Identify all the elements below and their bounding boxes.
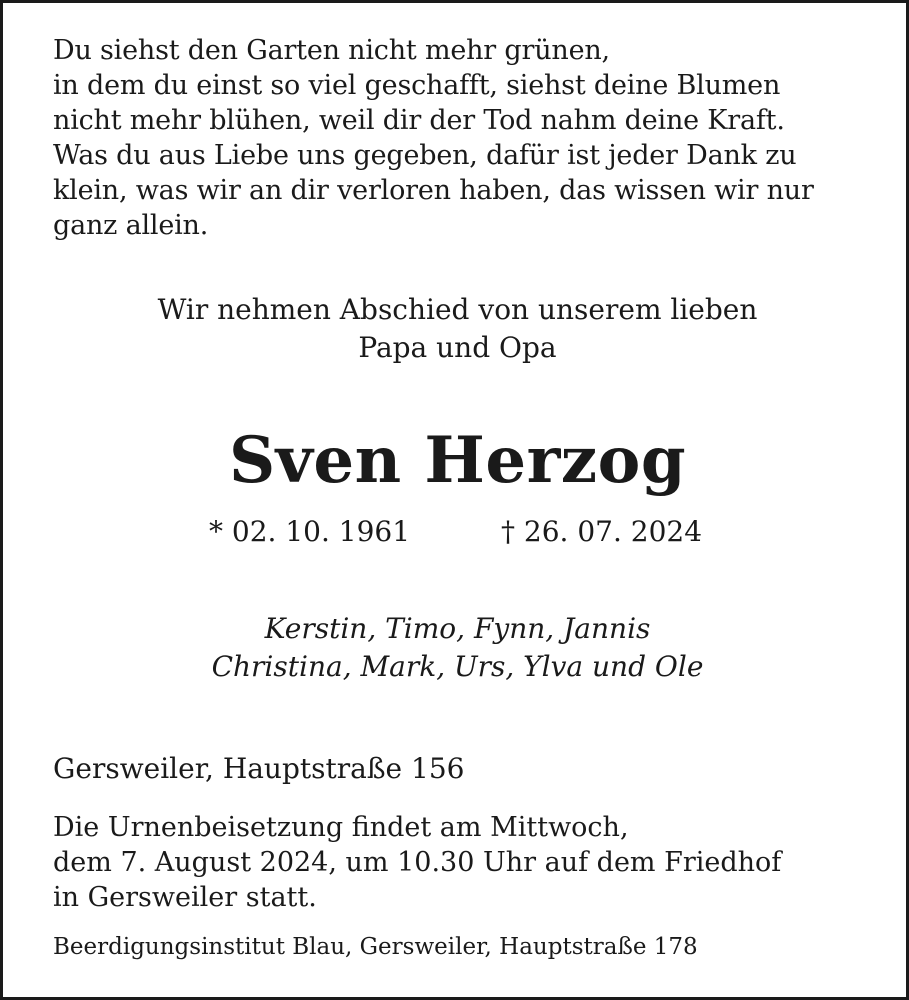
deceased-name: Sven Herzog [228, 423, 687, 498]
poem-line: Du siehst den Garten nicht mehr grünen, [53, 35, 610, 66]
birth-date: * 02. 10. 1961 [209, 515, 411, 548]
family-address: Gersweiler, Hauptstraße 156 [53, 752, 465, 785]
funeral-line: Die Urnenbeisetzung findet am Mittwoch, [53, 812, 629, 843]
poem-line: klein, was wir an dir verloren haben, das wissen wir nur [53, 175, 814, 206]
poem-line: ganz allein. [53, 210, 209, 241]
family-line: Christina, Mark, Urs, Ylva und Ole [211, 650, 704, 683]
poem-line: in dem du einst so viel geschafft, siehst deine Blumen [53, 70, 781, 101]
poem-line: nicht mehr blühen, weil dir der Tod nahm deine Kraft. [53, 105, 785, 136]
intro-line: Papa und Opa [358, 331, 557, 364]
family-line: Kerstin, Timo, Fynn, Jannis [264, 612, 651, 645]
undertaker-info: Beerdigungsinstitut Blau, Gersweiler, Hauptstraße 178 [53, 934, 698, 960]
funeral-line: dem 7. August 2024, um 10.30 Uhr auf dem Friedhof [53, 847, 782, 878]
funeral-info [53, 810, 781, 915]
death-date: † 26. 07. 2024 [501, 515, 703, 548]
intro-line: Wir nehmen Abschied von unserem lieben [157, 293, 758, 326]
poem [53, 33, 873, 243]
farewell-intro [3, 291, 909, 367]
poem-line: Was du aus Liebe uns gegeben, dafür ist jeder Dank zu [53, 140, 797, 171]
funeral-line: in Gersweiler statt. [53, 882, 317, 913]
family-names [3, 610, 909, 686]
